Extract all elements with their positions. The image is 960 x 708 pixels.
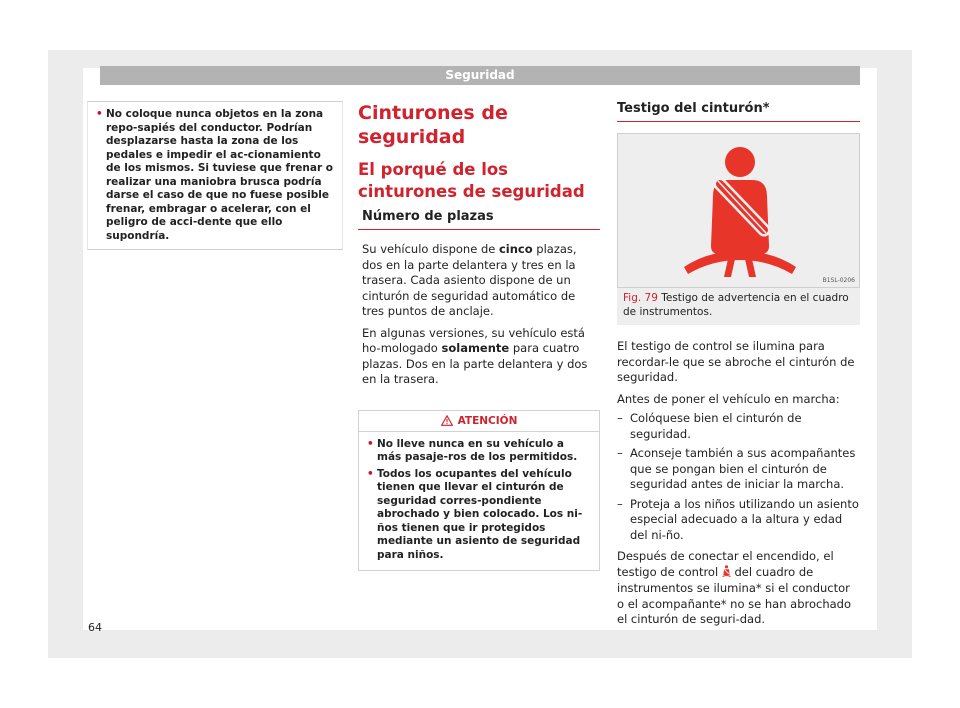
middle-column (358, 101, 600, 571)
seatbelt-icon (722, 565, 731, 582)
paragraph-versiones: En algunas versiones, su vehículo está ho-mologado solamente para cuatro plazas. Dos en la parte delantera y dos en la trasera. (362, 325, 588, 386)
warning-item: • No coloque nunca objetos en la zona repo-sapiés del conductor. Podrían desplazarse hasta la zona de los pedales e impedir el ac-cionamiento de los mismos. Si tuviese que frenar o realizar una maniobra brusca podría darse el caso de que no fuese posible frenar, embragar o acelerar, con el peligro de acci-dente que ello supondría. (96, 108, 333, 242)
figure-image (617, 133, 860, 288)
figure-code: B1SL-0206 (822, 277, 855, 284)
attention-item: • Todos los ocupantes del vehículo tienen que llevar el cinturón de seguridad corres-pondiente abrochado y bien colocado. Los ni-ños tienen que ir protegidos mediante un asiento de seguridad para niños. (367, 467, 583, 561)
left-column (87, 101, 343, 250)
bullet-icon: • (96, 108, 103, 120)
section-subtitle: El porqué de los cinturones de seguridad (358, 160, 585, 201)
page-header: Seguridad (100, 66, 860, 85)
paragraph-antes: Antes de poner el vehículo en marcha: (617, 391, 840, 406)
list-item: – Proteja a los niños utilizando un asiento especial adecuado a la altura y edad del ni-ño. (617, 496, 859, 542)
attention-header: ATENCIÓN (359, 411, 599, 432)
bullet-icon: • (367, 467, 374, 480)
attention-item: • No lleve nunca en su vehículo a más pasaje-ros de los permitidos. (367, 437, 578, 463)
right-column (617, 101, 860, 628)
paragraph-encendido: Después de conectar el encendido, el testigo de control del cuadro de instrumentos se ilumina* si el conductor o el acompañante* no se han abrochado el cinturón de seguri-dad. (617, 549, 852, 626)
list-item: – Aconseje también a sus acompañantes que se pongan bien el cinturón de seguridad antes de iniciar la marcha. (617, 446, 856, 491)
warning-triangle-icon (441, 413, 453, 433)
warning-box (87, 101, 343, 250)
section-title: Cinturones de seguridad (358, 102, 508, 148)
page-number: 64 (88, 621, 102, 634)
figure-caption: Fig. 79 Testigo de advertencia en el cuadro de instrumentos. (617, 288, 860, 325)
list-item: – Colóquese bien el cinturón de seguridad. (617, 411, 802, 441)
subsection-heading: Testigo del cinturón* (617, 101, 860, 122)
attention-body (359, 432, 599, 571)
attention-box (358, 410, 600, 572)
bullet-icon: • (367, 437, 374, 450)
seatbelt-warning-icon (618, 134, 859, 287)
paragraph-plazas: Su vehículo dispone de cinco plazas, dos en la parte delantera y tres en la trasera. Cada asiento dispone de un cinturón de seguridad automático de tres puntos de anclaje. (362, 242, 577, 318)
paragraph-testigo: El testigo de control se ilumina para recordar-le que se abroche el cinturón de seguridad. (617, 339, 855, 384)
subsection-heading: Número de plazas (358, 209, 600, 230)
